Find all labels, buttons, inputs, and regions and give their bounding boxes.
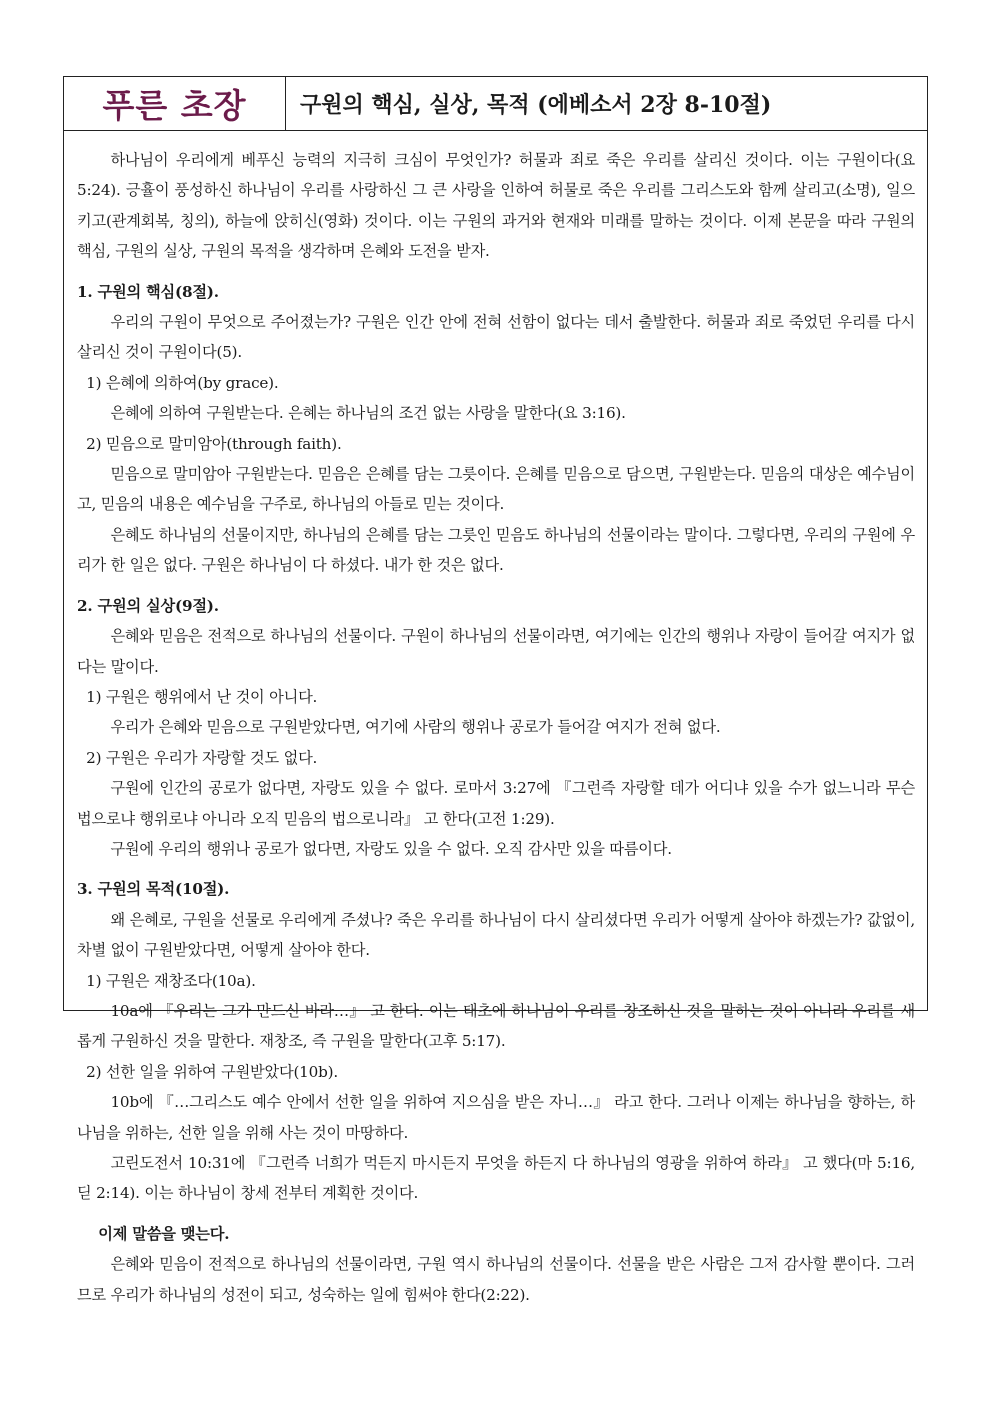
bulletin-frame — [63, 76, 928, 1304]
sermon-title: 구원의 핵심, 실상, 목적 (에베소서 2장 8-10절) — [300, 92, 772, 118]
section-2-paragraph: 구원에 우리의 행위나 공로가 없다면, 자랑도 있을 수 없다. 오직 감사만 있을 따름이다. — [110, 839, 672, 858]
section-3-sub-2: 2) 선한 일을 위하여 구원받았다(10b). — [86, 1062, 338, 1081]
section-3-paragraph: 10b에 『…그리스도 예수 안에서 선한 일을 위하여 지으심을 받은 자니…』 라고 한다. 그러나 이제는 하나님을 향하는, 하나님을 위하는, 선한 일을 위해 사는 것이 마땅하다. — [77, 1093, 915, 1142]
section-2-sub-1: 1) 구원은 행위에서 난 것이 아니다. — [86, 687, 318, 706]
section-1-paragraph: 은혜에 의하여 구원받는다. 은혜는 하나님의 조건 없는 사랑을 말한다(요 3:16). — [110, 404, 626, 423]
section-3-paragraph: 10a에 『우리는 그가 만드신 바라…』 고 한다. 이는 태초에 하나님이 우리를 창조하신 것을 말하는 것이 아니라 우리를 새롭게 구원하신 것을 말한다. 재창조, 즉 구원을 말한다(고후 5:17). — [77, 1001, 915, 1051]
section-2-paragraph: 은혜와 믿음은 전적으로 하나님의 선물이다. 구원이 하나님의 선물이라면, 여기에는 인간의 행위나 자랑이 들어갈 여지가 없다는 말이다. — [77, 627, 915, 676]
section-3-sub-1: 1) 구원은 재창조다(10a). — [86, 971, 256, 990]
sermon-body — [64, 131, 927, 1310]
section-1-paragraph: 믿음으로 말미암아 구원받는다. 믿음은 은혜를 담는 그릇이다. 은혜를 믿음으로 담으면, 구원받는다. 믿음의 대상은 예수님이고, 믿음의 내용은 예수님을 구주로, 하나님의 아들로 믿는 것이다. — [77, 465, 915, 514]
closing-paragraph: 은혜와 믿음이 전적으로 하나님의 선물이라면, 구원 역시 하나님의 선물이다. 선물을 받은 사람은 그저 감사할 뿐이다. 그러므로 우리가 하나님의 성전이 되고, 성숙하는 일에 힘써야 한다(2:22). — [77, 1255, 915, 1304]
brand-title: 푸른 초장 — [64, 77, 286, 130]
section-1-paragraph: 우리의 구원이 무엇으로 주어졌는가? 구원은 인간 안에 전혀 선함이 없다는 데서 출발한다. 허물과 죄로 죽었던 우리를 다시 살리신 것이 구원이다(5). — [77, 313, 915, 362]
section-2-heading: 2. 구원의 실상(9절). — [77, 596, 219, 615]
section-1-sub-2: 2) 믿음으로 말미암아(through faith). — [86, 434, 342, 453]
section-3-heading: 3. 구원의 목적(10절). — [77, 880, 230, 899]
section-1-paragraph: 은혜도 하나님의 선물이지만, 하나님의 은혜를 담는 그릇인 믿음도 하나님의 선물이라는 말이다. 그렇다면, 우리의 구원에 우리가 한 일은 없다. 구원은 하나님이 다 하셨다. 내가 한 것은 없다. — [77, 525, 915, 575]
section-1-heading: 1. 구원의 핵심(8절). — [77, 282, 219, 301]
section-3-paragraph: 고린도전서 10:31에 『그런즉 너희가 먹든지 마시든지 무엇을 하든지 다 하나님의 영광을 위하여 하라』 고 했다(마 5:16, 딛 2:14). 이는 하나님이 창세 전부터 계획한 것이다. — [77, 1154, 915, 1203]
section-2-sub-2: 2) 구원은 우리가 자랑할 것도 없다. — [86, 748, 318, 767]
intro-paragraph: 하나님이 우리에게 베푸신 능력의 지극히 크심이 무엇인가? 허물과 죄로 죽은 우리를 살리신 것이다. 이는 구원이다(요 5:24). 긍휼이 풍성하신 하나님이 우리를 사랑하신 그 큰 사랑을 인하여 허물로 죽은 우리를 그리스도와 함께 살리고(소명), 일으키고(관계회복, 칭의), 하늘에 앉히신(영화) 것이다. 이는 구원의 과거와 현재와 미래를 말하는 것이다. 이제 본문을 따라 구원의 핵심, 구원의 실상, 구원의 목적을 생각하며 은혜와 도전을 받자. — [77, 151, 915, 261]
closing-heading: 이제 말씀을 맺는다. — [98, 1224, 230, 1243]
section-1-sub-1: 1) 은혜에 의하여(by grace). — [86, 373, 279, 392]
section-3-paragraph: 왜 은혜로, 구원을 선물로 우리에게 주셨나? 죽은 우리를 하나님이 다시 살리셨다면 우리가 어떻게 살아야 하겠는가? 값없이, 차별 없이 구원받았다면, 어떻게 살아야 한다. — [77, 910, 915, 960]
section-2-paragraph: 우리가 은혜와 믿음으로 구원받았다면, 여기에 사람의 행위나 공로가 들어갈 여지가 전혀 없다. — [110, 718, 721, 737]
section-2-paragraph: 구원에 인간의 공로가 없다면, 자랑도 있을 수 없다. 로마서 3:27에 『그런즉 자랑할 데가 어디냐 있을 수가 없느니라 무슨 법으로냐 행위로냐 아니라 오직 믿음의 법으로니라』 고 한다(고전 1:29). — [77, 779, 915, 828]
header — [64, 77, 927, 131]
